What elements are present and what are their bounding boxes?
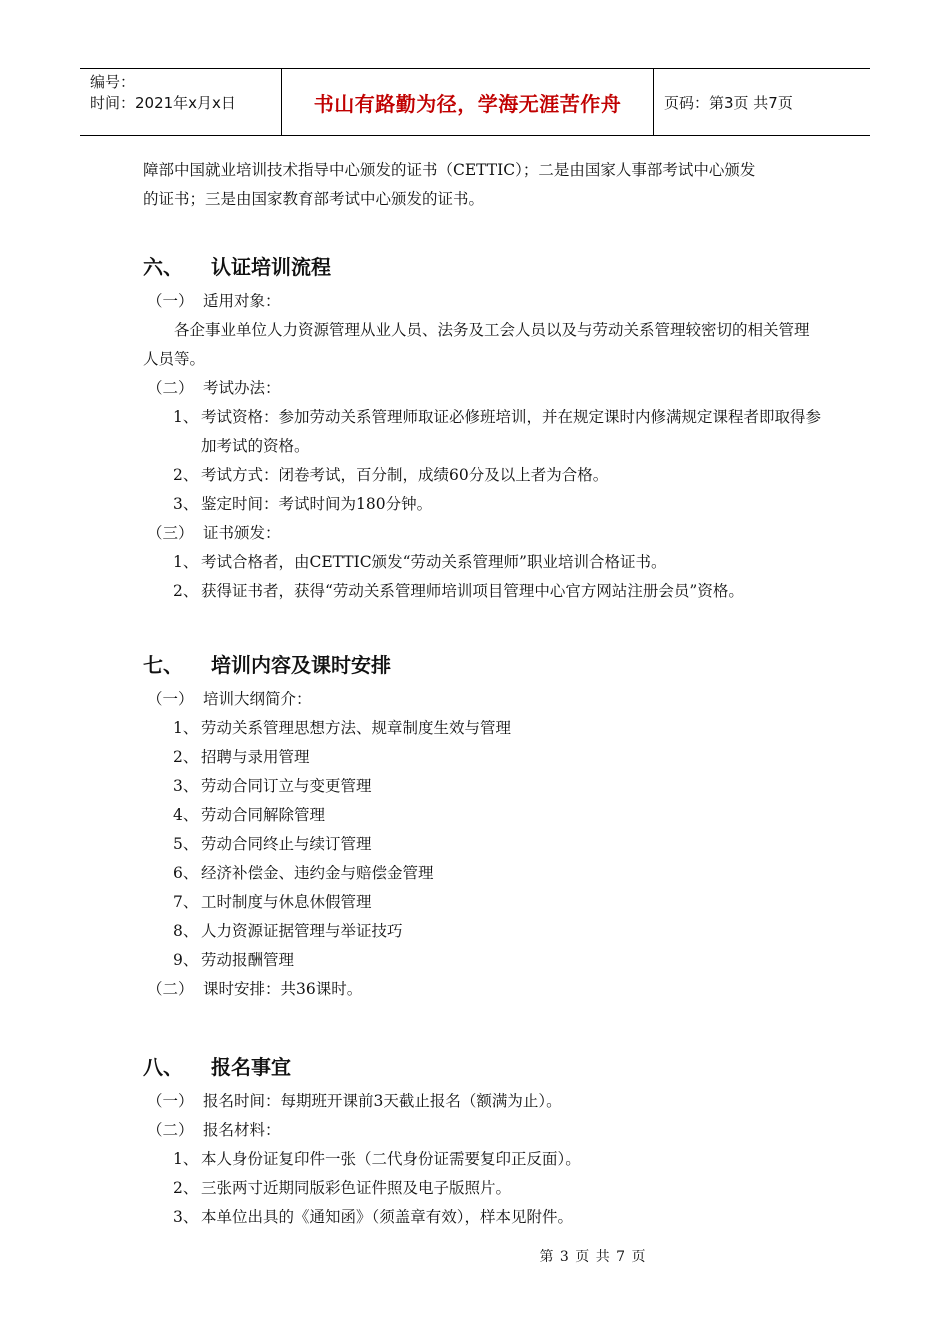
- list-text: 工时制度与休息休假管理: [201, 893, 372, 911]
- page-footer: [0, 1246, 950, 1266]
- section-6-sub-1-text: 各企事业单位人力资源管理从业人员、法务及工会人员以及与劳动关系管理较密切的相关管理人员等。: [143, 321, 810, 368]
- list-index: 1、: [173, 1150, 199, 1168]
- sub-title: 报名材料：: [203, 1121, 281, 1139]
- document-number-label: 编号：: [90, 73, 136, 91]
- list-index: 6、: [173, 864, 199, 882]
- list-index: 1、: [173, 719, 199, 737]
- header-page-info: 页码：第3页 共7页: [664, 93, 793, 112]
- list-item: [173, 888, 823, 917]
- list-item: [173, 490, 823, 519]
- list-text: 劳动报酬管理: [201, 951, 295, 969]
- sub-label: （一）: [147, 1092, 194, 1110]
- list-text: 招聘与录用管理: [201, 748, 310, 766]
- list-index: 2、: [173, 466, 199, 484]
- list-item: [173, 577, 823, 606]
- list-text: 考试资格：参加劳动关系管理师取证必修班培训，并在规定课时内修满规定课程者即取得参加考试的资格。: [201, 408, 822, 455]
- section-8-title: 报名事宜: [211, 1055, 291, 1079]
- section-8-heading: [143, 1052, 823, 1082]
- sub-label: （二）: [147, 379, 194, 397]
- list-text: 考试方式：闭卷考试，百分制，成绩60分及以上者为合格。: [201, 466, 609, 484]
- section-7-sub-2: [147, 975, 823, 1004]
- sub-title: 课时安排：共36课时。: [203, 980, 363, 998]
- list-text: 劳动合同终止与续订管理: [201, 835, 372, 853]
- list-item: [173, 801, 823, 830]
- sub-title: 考试办法：: [203, 379, 281, 397]
- list-index: 3、: [173, 777, 199, 795]
- sub-title: 证书颁发：: [203, 524, 281, 542]
- list-item: [173, 403, 823, 461]
- list-index: 7、: [173, 893, 199, 911]
- list-item: [173, 1174, 823, 1203]
- list-index: 3、: [173, 495, 199, 513]
- list-text: 劳动关系管理思想方法、规章制度生效与管理: [201, 719, 512, 737]
- list-text: 考试合格者，由CETTIC颁发“劳动关系管理师”职业培训合格证书。: [201, 553, 667, 571]
- list-text: 人力资源证据管理与举证技巧: [201, 922, 403, 940]
- footer-page-number: 第 3 页 共 7 页: [539, 1249, 647, 1265]
- list-item: [173, 1203, 823, 1232]
- list-item: [173, 1145, 823, 1174]
- list-text: 鉴定时间：考试时间为180分钟。: [201, 495, 433, 513]
- list-item: [173, 714, 823, 743]
- list-text: 三张两寸近期同版彩色证件照及电子版照片。: [201, 1179, 512, 1197]
- list-index: 2、: [173, 748, 199, 766]
- section-6-number: 六、: [143, 255, 183, 279]
- list-item: [173, 946, 823, 975]
- document-body: [143, 156, 823, 1232]
- list-index: 3、: [173, 1208, 199, 1226]
- section-6-title: 认证培训流程: [211, 255, 331, 279]
- list-item: [173, 743, 823, 772]
- sub-label: （二）: [147, 980, 194, 998]
- list-item: [173, 772, 823, 801]
- section-6-sub-1: [147, 287, 823, 316]
- section-6-sub-3: [147, 519, 823, 548]
- sub-title: 培训大纲简介：: [203, 690, 312, 708]
- sub-label: （二）: [147, 1121, 194, 1139]
- section-7-sub-1: [147, 685, 823, 714]
- list-item: [173, 461, 823, 490]
- list-item: [173, 917, 823, 946]
- list-index: 8、: [173, 922, 199, 940]
- sub-label: （一）: [147, 690, 194, 708]
- section-8-sub-1: [147, 1087, 823, 1116]
- list-item: [173, 548, 823, 577]
- list-text: 本单位出具的《通知函》（须盖章有效），样本见附件。: [201, 1208, 574, 1226]
- section-6-sub-2: [147, 374, 823, 403]
- list-index: 2、: [173, 582, 199, 600]
- list-index: 2、: [173, 1179, 199, 1197]
- section-7-title: 培训内容及课时安排: [211, 653, 391, 677]
- list-text: 本人身份证复印件一张（二代身份证需要复印正反面）。: [201, 1150, 581, 1168]
- page-header: [80, 68, 870, 136]
- sub-title: 报名时间：每期班开课前3天截止报名（额满为止）。: [203, 1092, 562, 1110]
- list-text: 劳动合同订立与变更管理: [201, 777, 372, 795]
- list-text: 获得证书者，获得“劳动关系管理师培训项目管理中心官方网站注册会员”资格。: [201, 582, 744, 600]
- section-7-number: 七、: [143, 653, 183, 677]
- list-index: 1、: [173, 553, 199, 571]
- sub-label: （三）: [147, 524, 194, 542]
- intro-line-1: 障部中国就业培训技术指导中心颁发的证书（CETTIC）；二是由国家人事部考试中心颁发: [143, 161, 756, 179]
- list-index: 9、: [173, 951, 199, 969]
- intro-line-2: 的证书；三是由国家教育部考试中心颁发的证书。: [143, 190, 485, 208]
- section-8-sub-2: [147, 1116, 823, 1145]
- list-item: [173, 830, 823, 859]
- list-text: 劳动合同解除管理: [201, 806, 326, 824]
- section-7-heading: [143, 650, 823, 680]
- list-index: 4、: [173, 806, 199, 824]
- list-index: 5、: [173, 835, 199, 853]
- list-text: 经济补偿金、违约金与赔偿金管理: [201, 864, 434, 882]
- section-8-number: 八、: [143, 1055, 183, 1079]
- list-item: [173, 859, 823, 888]
- header-meta: [80, 69, 282, 135]
- sub-title: 适用对象：: [203, 292, 281, 310]
- list-index: 1、: [173, 408, 199, 426]
- document-date: 时间：2021年x月x日: [90, 94, 236, 112]
- section-6-heading: [143, 252, 823, 282]
- header-motto: 书山有路勤为径，学海无涯苦作舟: [282, 69, 654, 135]
- sub-label: （一）: [147, 292, 194, 310]
